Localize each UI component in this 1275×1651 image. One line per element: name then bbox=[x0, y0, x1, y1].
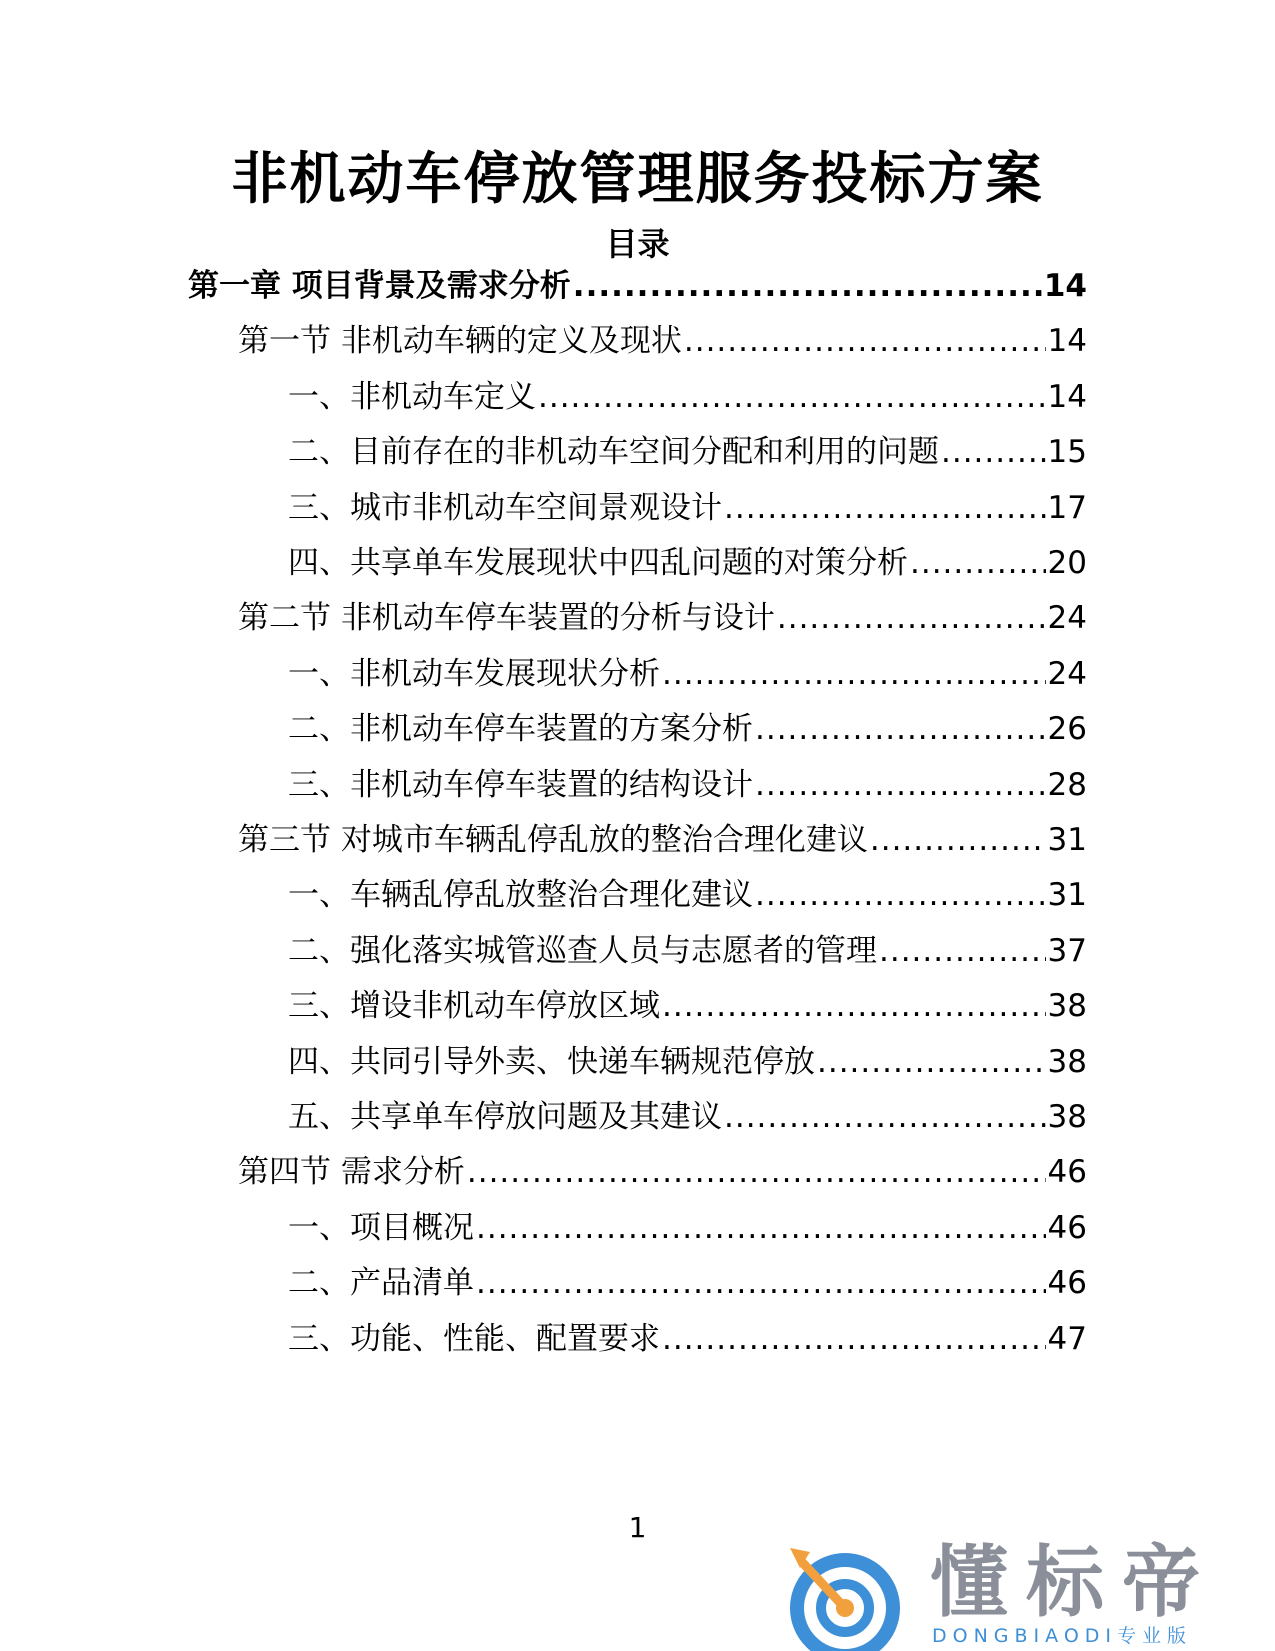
toc-leader-dots bbox=[870, 816, 1046, 864]
toc-entry[interactable] bbox=[288, 1259, 1087, 1307]
watermark-brand: 懂标帝 bbox=[930, 1538, 1219, 1628]
toc-entry-label: 四、共享单车发展现状中四乱问题的对策分析 bbox=[288, 545, 908, 581]
toc-entry-label: 第二节 非机动车停车装置的分析与设计 bbox=[238, 600, 775, 636]
toc-entry-page: 26 bbox=[1047, 711, 1087, 747]
toc-entry-page: 38 bbox=[1047, 1099, 1087, 1135]
toc-entry-page: 38 bbox=[1047, 988, 1087, 1024]
page-number: 1 bbox=[628, 1511, 647, 1544]
toc-entry[interactable] bbox=[238, 317, 1087, 365]
toc-entry-label: 二、非机动车停车装置的方案分析 bbox=[288, 711, 753, 747]
toc-entry-page: 28 bbox=[1047, 767, 1087, 803]
toc-entry-page: 14 bbox=[1047, 379, 1087, 415]
toc-entry-label: 二、目前存在的非机动车空间分配和利用的问题 bbox=[288, 434, 939, 470]
toc-entry[interactable] bbox=[288, 539, 1087, 587]
toc-entry-label: 第三节 对城市车辆乱停乱放的整治合理化建议 bbox=[238, 822, 868, 858]
toc-entry-label: 三、功能、性能、配置要求 bbox=[288, 1321, 660, 1357]
toc-entry[interactable] bbox=[288, 428, 1087, 476]
toc-entry[interactable] bbox=[288, 373, 1087, 421]
document-title: 非机动车停放管理服务投标方案 bbox=[231, 147, 1044, 212]
toc-leader-dots bbox=[573, 262, 1042, 310]
toc-entry-label: 一、项目概况 bbox=[288, 1210, 474, 1246]
toc-entry-label: 第四节 需求分析 bbox=[238, 1154, 465, 1190]
toc-leader-dots bbox=[724, 1093, 1046, 1141]
toc-leader-dots bbox=[538, 373, 1046, 421]
toc-leader-dots bbox=[879, 927, 1046, 975]
toc-entry-page: 46 bbox=[1047, 1265, 1087, 1301]
toc-entry-label: 第一节 非机动车辆的定义及现状 bbox=[238, 323, 682, 359]
watermark bbox=[780, 1536, 1250, 1651]
toc-heading: 目录 bbox=[605, 225, 670, 263]
toc-entry[interactable] bbox=[288, 484, 1087, 532]
toc-entry[interactable] bbox=[288, 1204, 1087, 1252]
toc-entry[interactable] bbox=[188, 262, 1087, 310]
toc-entry[interactable] bbox=[288, 1038, 1087, 1086]
watermark-subtitle: DONGBIAODI专业版 bbox=[932, 1625, 1193, 1647]
toc-entry-label: 三、增设非机动车停放区域 bbox=[288, 988, 660, 1024]
toc-entry-page: 17 bbox=[1047, 490, 1087, 526]
toc-entry-page: 31 bbox=[1047, 822, 1087, 858]
toc-entry-label: 一、车辆乱停乱放整治合理化建议 bbox=[288, 877, 753, 913]
toc-entry-label: 第一章 项目背景及需求分析 bbox=[188, 268, 571, 304]
toc-leader-dots bbox=[755, 871, 1046, 919]
toc-entry[interactable] bbox=[288, 705, 1087, 753]
toc-entry-page: 15 bbox=[1047, 434, 1087, 470]
toc-entry-page: 24 bbox=[1047, 656, 1087, 692]
toc-entry[interactable] bbox=[238, 1148, 1087, 1196]
toc-entry-page: 46 bbox=[1047, 1210, 1087, 1246]
toc-entry[interactable] bbox=[288, 871, 1087, 919]
toc-entry-label: 三、非机动车停车装置的结构设计 bbox=[288, 767, 753, 803]
toc-entry[interactable] bbox=[288, 927, 1087, 975]
toc-leader-dots bbox=[755, 761, 1046, 809]
toc-entry[interactable] bbox=[288, 650, 1087, 698]
toc-entry-page: 14 bbox=[1043, 268, 1087, 304]
toc-leader-dots bbox=[476, 1204, 1046, 1252]
toc-leader-dots bbox=[476, 1259, 1046, 1307]
toc-entry-page: 14 bbox=[1047, 323, 1087, 359]
toc-leader-dots bbox=[684, 317, 1046, 365]
toc-entry-page: 24 bbox=[1047, 600, 1087, 636]
toc-leader-dots bbox=[662, 1315, 1046, 1363]
toc-leader-dots bbox=[755, 705, 1046, 753]
toc-leader-dots bbox=[724, 484, 1046, 532]
toc-entry-page: 46 bbox=[1047, 1154, 1087, 1190]
toc-entry-label: 四、共同引导外卖、快递车辆规范停放 bbox=[288, 1044, 815, 1080]
toc-entry-label: 五、共享单车停放问题及其建议 bbox=[288, 1099, 722, 1135]
toc-entry-page: 47 bbox=[1047, 1321, 1087, 1357]
toc-entry[interactable] bbox=[288, 1315, 1087, 1363]
toc-entry-label: 一、非机动车发展现状分析 bbox=[288, 656, 660, 692]
target-logo-icon bbox=[780, 1536, 910, 1651]
toc-entry-page: 37 bbox=[1047, 933, 1087, 969]
toc-leader-dots bbox=[817, 1038, 1046, 1086]
toc-entry-label: 三、城市非机动车空间景观设计 bbox=[288, 490, 722, 526]
toc-entry-page: 20 bbox=[1047, 545, 1087, 581]
toc-leader-dots bbox=[777, 594, 1046, 642]
toc-entry-label: 二、产品清单 bbox=[288, 1265, 474, 1301]
toc-entry-label: 二、强化落实城管巡查人员与志愿者的管理 bbox=[288, 933, 877, 969]
toc-leader-dots bbox=[941, 428, 1046, 476]
toc-entry[interactable] bbox=[238, 594, 1087, 642]
toc-leader-dots bbox=[662, 982, 1046, 1030]
toc-leader-dots bbox=[662, 650, 1046, 698]
toc-entry[interactable] bbox=[288, 761, 1087, 809]
toc-entry-page: 38 bbox=[1047, 1044, 1087, 1080]
toc-entry-page: 31 bbox=[1047, 877, 1087, 913]
toc-entry[interactable] bbox=[238, 816, 1087, 864]
toc-leader-dots bbox=[910, 539, 1046, 587]
toc-entry[interactable] bbox=[288, 982, 1087, 1030]
toc-entry-label: 一、非机动车定义 bbox=[288, 379, 536, 415]
toc-entry[interactable] bbox=[288, 1093, 1087, 1141]
toc-leader-dots bbox=[467, 1148, 1046, 1196]
